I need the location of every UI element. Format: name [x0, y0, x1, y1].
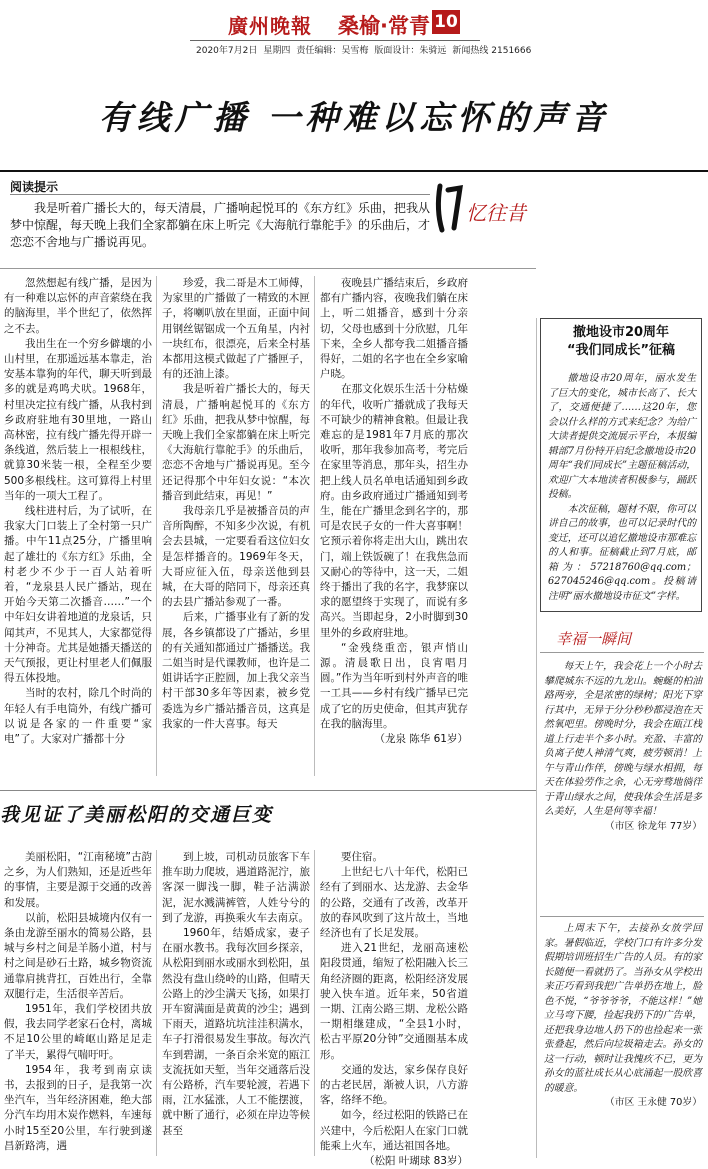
paragraph: 忽然想起有线广播，是因为有一种难以忘怀的声音萦绕在我的脑海里，半个世纪了，依然挥之不去。: [4, 277, 152, 335]
paragraph: 夜晚县广播结束后，乡政府都有广播内容，夜晚我们躺在床上，听二姐播音，感到十分亲切，父母也感到十分欣慰，几年下来，全乡人都夸我二姐播音播得好，二姐的名字也在全乡家喻户晓。: [320, 277, 468, 381]
paragraph: 在那文化娱乐生活十分枯燥的年代，收听广播就成了我每天不可缺少的精神食粮。但最让我难忘的是1981年7月底的那次收听，那年我参加高考，考完后在家里等消息，那年头，招生办把上线人员名单电话通知到乡政府。由乡政府通过广播通知到考生，能在广播里念到名字的，那可是农民子女的一件大喜事啊！它预示着你将走出大山，跳出农门，端上铁饭碗了！在我焦急而又耐心的等待中，这一天，二姐终于播出了我的名字，我梦寐以求的愿望终于实现了，而说有多高兴。当即起身，2小时脚到30里外的乡政府驻地。: [320, 383, 468, 639]
issue-weekday: 星期四: [263, 46, 291, 56]
paragraph: 我出生在一个穷乡僻壤的小山村里，在那遥远基本靠走，治安基本靠狗的年代，聊天听到最多的就是鸡鸣犬吠。1968年，村里决定拉有线广播，从我村到乡政府驻地有30里地，一路山高林密，拉有线广播先得开辟一条线道，然后装上一根根线柱，就算30米装一根，全程至少要500多根线柱。这可算得上村里当年的一项大工程了。: [4, 337, 152, 502]
page-number: 10: [432, 10, 460, 34]
call-for-papers-title: [540, 324, 702, 360]
paragraph: 到上坡，司机动员旅客下车推车助力爬坡，遇道路泥泞，旅客深一脚浅一脚，鞋子沾满淤泥，泥水溅满裤管，人姓兮兮的到了龙游，再换乘火车去南京。: [162, 851, 310, 924]
happy-moment-story-2: [544, 922, 702, 1111]
memory-column-logo: [432, 180, 526, 236]
column-divider: [314, 850, 315, 1156]
column-divider: [314, 276, 315, 776]
paragraph: 后来，广播事业有了新的发展，各乡镇都设了广播站，乡里的有关通知都通过广播播送。我二姐当时是代课教师，也许是二姐讲话字正腔圆，加上我父亲当村干部30多年等因素，被乡党委选为乡广播站播音员，这真是我家的一件大喜事。每天: [162, 611, 310, 730]
paragraph: 进入21世纪，龙丽高速松阳段贯通，缩短了松阳融入长三角经济圈的距离，松阳经济发展驶入快车道。近年来，50省道一期、江南公路三期、龙松公路一期相继建成，“全县1小时，松古平原20分钟”交通圈基本成形。: [320, 942, 468, 1061]
article2-signature: （松阳 叶瑚球 83岁）: [363, 1155, 468, 1168]
call-for-papers-title-line2: “我们同成长”征稿: [566, 343, 676, 358]
paragraph: 本次征稿，题材不限，你可以讲自己的故事，也可以记录时代的变迁，还可以追忆撤地设市那难忘的人和事。征稿截止到7月底，邮箱为：57218760@qq.com；627045246@qq.com。投稿请注明“丽水撤地设市征文”字样。: [548, 503, 696, 602]
paragraph: 上世纪七八十年代，松阳已经有了到丽水、达龙游、去金华的公路，交通有了改善，改革开放的春风吹到了这片故土，当地经济也有了长足发展。: [320, 866, 468, 940]
article1-signature: （龙泉 陈华 61岁）: [374, 733, 468, 746]
article1-column-2: [162, 276, 310, 732]
paragraph: 美丽松阳，“江南秘境”古韵之乡，为人们熟知，还是近些年的事情，主要是源于交通的改善和发展。: [4, 851, 152, 909]
article2-column-2: [162, 850, 310, 1139]
masthead-divider: [190, 40, 480, 41]
paragraph: 1954年，我考到南京读书，去报到的日子，是我第一次坐汽车，当年经济困难，绝大部分汽车均用木炭作燃料，车速每小时15至20公里，车行驶到遂昌新路湾，遇: [4, 1063, 152, 1152]
article2-column-1: [4, 850, 152, 1154]
sidebar-divider: [536, 318, 537, 1158]
article2-headline: 我见证了美丽松阳的交通巨变: [0, 804, 274, 826]
headline-rule: [0, 170, 708, 172]
column-divider: [156, 276, 157, 776]
paragraph: 上周末下午，去接孙女放学回家。暑假临近，学校门口有许多分发假期培训班招生广告的人员。有的家长随便一看就扔了。当孙女从学校出来正巧看到我把广告单扔在地上，脸色不悦，“爷爷爷爷，不能这样！”她立马弯下腰，捡起我扔下的广告单，还把我身边地人扔下的也捡起来一张张叠起，然后向垃圾箱走去。孙女的这一行动，顿时让我愧疚不已，更为孙女的蓝社成长从心底涌起一股欣喜的暖意。: [544, 923, 702, 1094]
paragraph: 我母亲几乎是被播音员的声音所陶醉，不知多少次说，有机会去县城，一定要看看这位妇女是怎样播音的。1969年冬天，大哥应征入伍，母亲送他到县城，在大哥的陪同下，母亲还真的去县广播站参观了一番。: [162, 505, 310, 609]
news-hotline: 新闻热线 2151666: [452, 46, 532, 56]
paragraph: 如今，经过松阳的铁路已在兴建中，今后松阳人在家门口就能乘上火车，通达祖国各地。: [320, 1109, 468, 1152]
paragraph: 每天上午，我会花上一个小时去攀爬城东不远的九龙山。蜿蜒的柏油路两旁，全是浓密的绿树；阳光下穿行其中，无异于分分秒秒都浸泡在天然氧吧里。傍晚时分，我会在瓯江栈道上行走半个多小时。充盈、丰富的负离子使人神清气爽，疲劳顿消！上午与青山作伴，傍晚与绿水相拥，每天在体验劳作之余，心无旁骛地徜徉于青山绿水之间，使我体会生活是多么美好，人生是何等幸福！: [544, 661, 702, 817]
paragraph: “金残绕重峦，银声悄山源。清晨歌日出，良宵唱月圆。”作为当年听到村外声音的唯一工具——乡村有线广播早已完成了它的历史使命，但其声犹存在我的脑海里。: [320, 641, 468, 730]
lead-label: 阅读提示: [10, 180, 59, 194]
article-separator: [0, 790, 536, 791]
section-name: 桑榆·常青: [338, 14, 430, 38]
call-for-papers-title-line1: 撤地设市20周年: [572, 325, 670, 340]
happy-moment-story-1: [544, 660, 702, 834]
paragraph: 交通的发达，家乡保存良好的古老民居，渐被人识，八方游客，络绎不绝。: [320, 1063, 468, 1107]
paragraph: 我是听着广播长大的，每天清晨，广播响起悦耳的《东方红》乐曲，把我从梦中惊醒，每天晚上我们全家都躺在床上听完《大海航行靠舵手》的乐曲后，恋恋不舍地与广播说再见。至今还记得那个中年妇女说：“本次播音到此结束，再见！”: [162, 383, 310, 502]
call-for-papers-text: [548, 372, 696, 604]
paragraph: 要住宿。: [341, 851, 383, 863]
designer-credit: 版面设计：朱骑远: [374, 46, 447, 56]
paragraph: 当时的农村，除几个时尚的年轻人有手电筒外，有线广播可以说是各家的一件重要“家电”了。大家对广播都十分: [4, 687, 152, 746]
lead-bottom-rule: [0, 268, 536, 269]
memory-column-logo-text: 忆往昔: [466, 201, 526, 225]
editor-credit: 责任编辑：吴雪梅: [296, 46, 369, 56]
moment-rule: [540, 652, 704, 653]
article1-column-1: [4, 276, 152, 747]
happy-moment-title: 幸福一瞬间: [556, 630, 632, 648]
lead-text: 我是听着广播长大的，每天清晨，广播响起悦耳的《东方红》乐曲，把我从梦中惊醒，每天晚上我们全家都躺在床上听完《大海航行靠舵手》的乐曲后，才恋恋不舍地与广播说再见。: [10, 201, 431, 249]
moment-divider: [540, 916, 704, 917]
column-divider: [156, 850, 157, 1156]
article1-headline: 有线广播 一种难以忘怀的声音: [98, 98, 610, 137]
article1-column-3: [320, 276, 468, 747]
story-1-signature: （市区 徐龙年 77岁）: [604, 820, 702, 832]
paragraph: 以前，松阳县城境内仅有一条由龙游至丽水的简易公路，县城与乡村之间是羊肠小道，村与村之间是砂石土路，城乡物资流通靠肩挑背扛，百姓出行，全靠双腿行走，生活很辛苦后。: [4, 911, 152, 1000]
article2-column-3: [320, 850, 468, 1169]
story-2-signature: （市区 王永健 70岁）: [604, 1097, 702, 1108]
paragraph: 线柱进村后，为了试听，在我家大门口装上了全村第一只广播。中午11点25分，广播里响起了雄壮的《东方红》乐曲，全村老少不少于一百人站着听着，“龙泉县人民广播站，现在开始今天第二次播音……”一个中年妇女讲着地道的龙泉话，只闻其声，不见其人，大家都觉得十分神奇。尤其是她播天播送的天气预报，更让村里老人们佩服得五体投地。: [4, 505, 152, 685]
lead-rule: [10, 194, 430, 195]
paragraph: 珍爱，我二哥是木工师傅，为家里的广播做了一精致的木匣子，将喇叭放在里面，正面中间用钢丝锯锯成一个五角星，内衬一块红布，很漂亮，后来全村基本都用这模式做起了广播匣子，有的还油上漆。: [162, 277, 310, 381]
paragraph: 1960年，结婚成家，妻子在丽水教书。我每次回乡探亲，从松阳到丽水或丽水到松阳，虽然没有盘山绕岭的山路，但晴天公路上的沙尘满天飞扬，如果打开车窗满面是黄黄的沙尘；遇到下雨天，道路坑坑洼洼积满水，车子打滑很易发生事故。每次汽车到碧湖，一条百余米宽的瓯江支流抚如天堑，当年交通落后没有公路桥，汽车要轮渡，若遇下雨，江水猛涨，人工不能摆渡，就中断了通行，必须在岸边等候甚至: [162, 927, 310, 1137]
paragraph: 撤地设市20周年，丽水发生了巨大的变化，城市长高了、长大了，交通便捷了……这20年，您会以什么样的方式来纪念？为给广大读者提供交流展示平台，本报编辑部7月份特开启纪念撤地设市20周年“我们同成长”主题征稿活动，欢迎广大本地读者积极参与，踊跃投稿。: [548, 373, 696, 500]
masthead-info: [196, 43, 537, 56]
newspaper-name: 廣州晚報: [228, 14, 312, 38]
issue-date: 2020年7月2日: [196, 46, 258, 56]
paragraph: 1951年，我们学校团共放假，我去同学老家石仓村，离城不足10公里的崎岖山路足足走了半天，累得气喘吁吁。: [4, 1003, 152, 1061]
